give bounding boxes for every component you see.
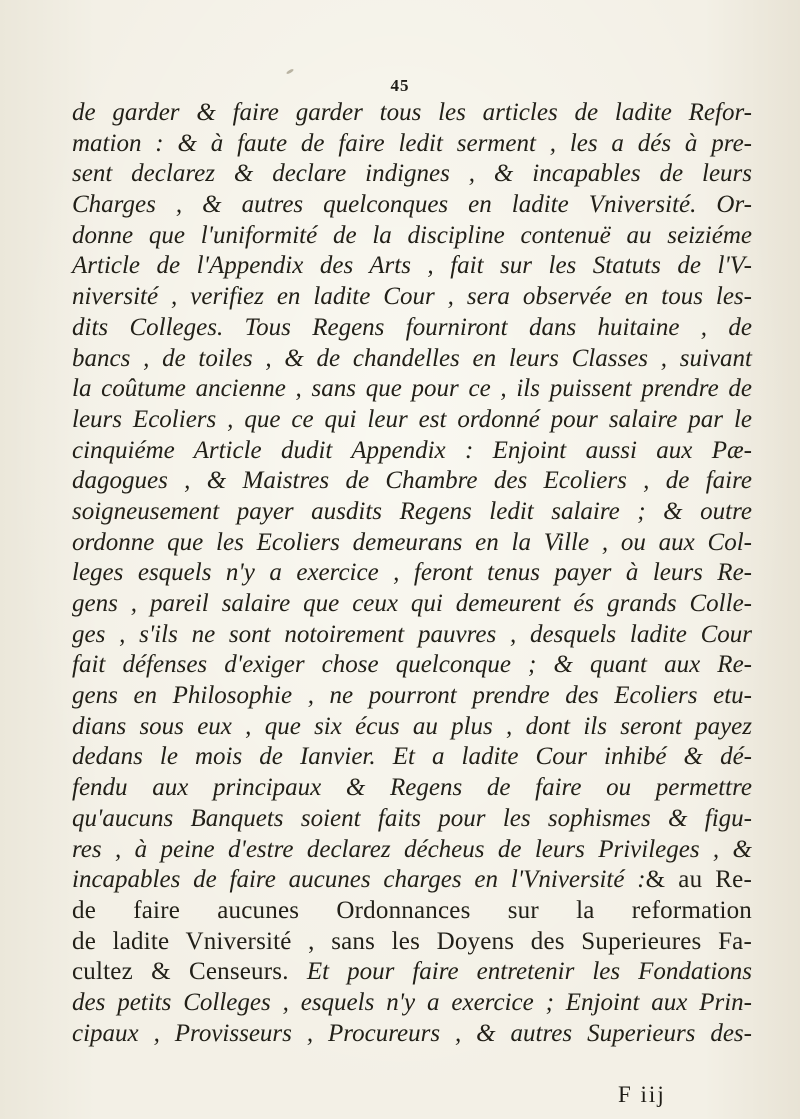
text-line: ordonne que les Ecoliers demeurans en la Ville , ou aux Col-	[72, 528, 752, 556]
text-line: bancs , de toiles , & de chandelles en leurs Classes , suivant	[72, 344, 752, 372]
text-line: de faire aucunes Ordonnances sur la reformation	[72, 896, 752, 924]
text-line: fendu aux principaux & Regens de faire ou permettre	[72, 774, 752, 802]
text-line: gens en Philosophie , ne pourront prendre des Ecoliers etu-	[72, 682, 752, 710]
text-line: la coûtume ancienne , sans que pour ce , ils puissent prendre de	[72, 375, 752, 403]
signature-mark: F iij	[618, 1082, 666, 1107]
text-line: niversité , verifiez en ladite Cour , sera observée en tous les-	[72, 283, 752, 311]
text-line: sent declarez & declare indignes , & incapables de leurs	[72, 160, 752, 188]
text-line: qu'aucuns Banquets soient faits pour les sophismes & figu-	[72, 804, 752, 832]
text-segment-roman: & au Re-	[645, 866, 752, 894]
text-line: ges , s'ils ne sont notoirement pauvres , desquels ladite Cour	[72, 620, 752, 648]
text-line: dits Colleges. Tous Regens fourniront dans huitaine , de	[72, 313, 752, 341]
text-line: soigneusement payer ausdits Regens ledit salaire ; & outre	[72, 497, 752, 525]
text-line: fait défenses d'exiger chose quelconque ; & quant aux Re-	[72, 651, 752, 679]
text-line: de garder & faire garder tous les articles de ladite Refor-	[72, 99, 752, 126]
paper-speck	[286, 68, 294, 75]
text-segment-italic: incapables de faire aucunes charges en l'Vniversité :	[72, 866, 646, 894]
text-line: Charges , & autres quelconques en ladite Vniversité. Or-	[72, 191, 752, 219]
text-line: de ladite Vniversité , sans les Doyens des Superieures Fa-	[72, 927, 752, 955]
text-line	[72, 957, 752, 988]
body-text	[72, 98, 752, 1049]
text-line: donne que l'uniformité de la discipline contenuë au seiziéme	[72, 221, 752, 249]
text-line: leges esquels n'y a exercice , feront tenus payer à leurs Re-	[72, 559, 752, 587]
text-line: gens , pareil salaire que ceux qui demeurent és grands Colle-	[72, 590, 752, 617]
text-line: mation : & à faute de faire ledit serment , les a dés à pre-	[72, 129, 752, 157]
text-line: cinquiéme Article dudit Appendix : Enjoint aussi aux Pæ-	[72, 436, 752, 464]
text-line: dians sous eux , que six écus au plus , dont ils seront payez	[72, 712, 752, 740]
text-segment-italic: Et pour faire entretenir les Fondations	[306, 958, 752, 986]
text-line: dagogues , & Maistres de Chambre des Ecoliers , de faire	[72, 467, 752, 495]
text-line	[72, 865, 752, 896]
text-line: Article de l'Appendix des Arts , fait sur les Statuts de l'V-	[72, 252, 752, 280]
text-segment-roman: cultez & Censeurs.	[72, 958, 307, 986]
text-line: res , à peine d'estre declarez décheus de leurs Privileges , &	[72, 835, 752, 863]
page-number: 45	[390, 76, 410, 95]
text-line: dedans le mois de Ianvier. Et a ladite Cour inhibé & dé-	[72, 743, 752, 771]
text-line: leurs Ecoliers , que ce qui leur est ordonné pour salaire par le	[72, 405, 752, 433]
text-line: cipaux , Provisseurs , Procureurs , & autres Superieurs des-	[72, 1019, 752, 1047]
text-line: des petits Colleges , esquels n'y a exercice ; Enjoint aux Prin-	[72, 988, 752, 1016]
